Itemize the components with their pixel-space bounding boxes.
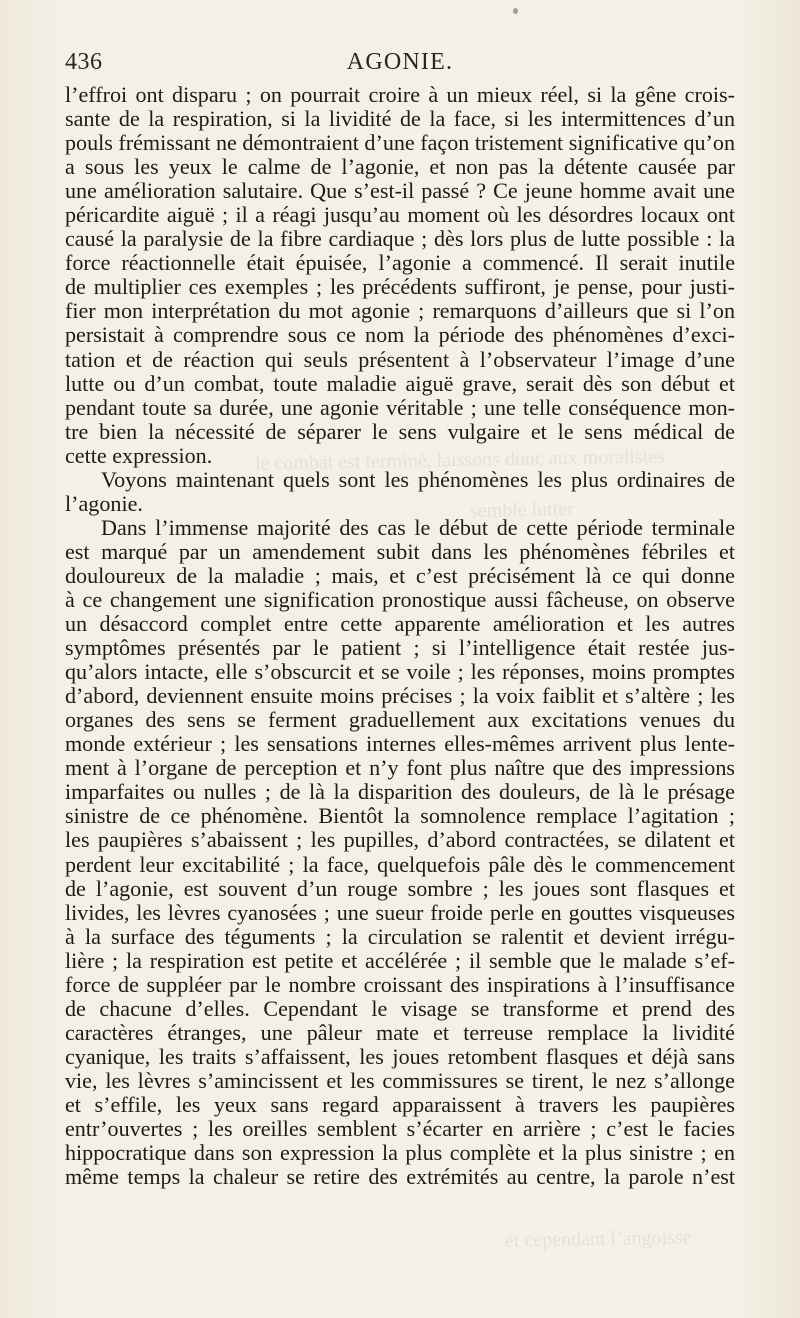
text-line: livides, les lèvres cyanosées ; une sueur froide perle en gouttes visqueuses [65,900,735,925]
text-line: de multiplier ces exemples ; les précédents suffiront, je pense, pour justi- [65,275,735,300]
text-line: douloureux de la maladie ; mais, et c’est précisément là ce qui donne [65,563,735,588]
text-line: fier mon interprétation du mot agonie ; remarquons d’ailleurs que si l’on [65,299,735,324]
text-line: organes des sens se ferment graduellement aux excitations venues du [65,708,735,733]
text-line: force de suppléer par le nombre croissant des inspirations à l’insuffisance [65,972,735,997]
bleed-through-text: et cependant l’angoisse [504,1226,692,1252]
page-number: 436 [65,49,103,75]
bleed-through-text: semble lutter [469,498,575,522]
text-line: causé la paralysie de la fibre cardiaque ; dès lors plus de lutte possible : la [65,227,735,252]
text-line: même temps la chaleur se retire des extrémités au centre, la parole n’est [65,1165,735,1190]
text-line: entr’ouvertes ; les oreilles semblent s’écarter en arrière ; c’est le facies [65,1117,735,1142]
text-line: un désaccord complet entre cette apparente amélioration et les autres [65,612,735,637]
text-line: une amélioration salutaire. Que s’est-il passé ? Ce jeune homme avait une [65,179,735,204]
text-line: qu’alors intacte, elle s’obscurcit et se voile ; les réponses, moins promptes [65,660,735,685]
text-line: sante de la respiration, si la lividité de la face, si les intermittences d’un [65,107,735,132]
text-line: d’abord, deviennent ensuite moins précises ; la voix faiblit et s’altère ; les [65,684,735,709]
text-line: imparfaites ou nulles ; de là la disparition des douleurs, de là le présage [65,780,735,805]
text-line: lutte ou d’un combat, toute maladie aiguë grave, serait dès son début et [65,371,735,396]
text-line: tre bien la nécessité de séparer le sens vulgaire et le sens médical de [65,419,735,444]
text-line: caractères étranges, une pâleur mate et terreuse remplace la lividité [65,1020,735,1045]
text-line: a sous les yeux le calme de l’agonie, et non pas la détente causée par [65,155,735,180]
text-line: à la surface des téguments ; la circulation se ralentit et devient irrégu- [65,924,735,949]
text-line: pouls frémissant ne démontraient d’une façon tristement significative qu’on [65,131,735,156]
text-line: de chacune d’elles. Cependant le visage se transforme et prend des [65,996,735,1021]
text-line: vie, les lèvres s’amincissent et les commissures se tirent, le nez s’allonge [65,1068,735,1093]
paragraph-start-line: Voyons maintenant quels sont les phénomènes les plus ordinaires de [101,467,735,492]
running-title: AGONIE. [346,49,454,75]
text-line: et s’effile, les yeux sans regard apparaissent à travers les paupières [65,1092,735,1117]
text-line: l’effroi ont disparu ; on pourrait croire à un mieux réel, si la gêne crois- [65,83,735,107]
text-line: monde extérieur ; les sensations internes elles-mêmes arrivent plus lente- [65,732,735,757]
text-line: force réactionnelle était épuisée, l’agonie a commencé. Il serait inutile [65,251,735,276]
text-line: péricardite aiguë ; il a réagi jusqu’au moment où les désordres locaux ont [65,203,735,228]
paragraph-end-line: l’agonie. [65,491,143,516]
text-line: les paupières s’abaissent ; les pupilles, d’abord contractées, se dilatent et [65,828,735,853]
text-line: symptômes présentés par le patient ; si l’intelligence était restée jus- [65,636,735,661]
text-line: cyanique, les traits s’affaissent, les joues retombent flasques et déjà sans [65,1044,735,1069]
text-line: lière ; la respiration est petite et accélérée ; il semble que le malade s’ef- [65,948,735,973]
page-header [65,46,735,78]
bleed-through-text: le combat est terminé, laissons donc aux moralistes [254,445,666,475]
paragraph-start-line: Dans l’immense majorité des cas le début de cette période terminale [101,515,735,540]
text-line: de l’agonie, est souvent d’un rouge sombre ; les joues sont flasques et [65,876,735,901]
text-line: perdent leur excitabilité ; la face, quelquefois pâle dès le commencement [65,852,735,877]
text-line: pendant toute sa durée, une agonie véritable ; une telle conséquence mon- [65,395,735,420]
text-line: à ce changement une signification pronostique aussi fâcheuse, on observe [65,587,735,612]
text-line: tation et de réaction qui seuls présentent à l’observateur l’image d’une [65,347,735,372]
ink-speck [513,8,518,14]
text-line: ment à l’organe de perception et n’y font plus naître que des impressions [65,756,735,781]
body-text [65,83,735,1189]
text-line: hippocratique dans son expression la plus complète et la plus sinistre ; en [65,1141,735,1166]
paragraph-end-line: cette expression. [65,443,213,468]
text-line: persistait à comprendre sous ce nom la période des phénomènes d’exci- [65,323,735,348]
text-line: est marqué par un amendement subit dans les phénomènes fébriles et [65,539,735,564]
text-line: sinistre de ce phénomène. Bientôt la somnolence remplace l’agitation ; [65,804,735,829]
